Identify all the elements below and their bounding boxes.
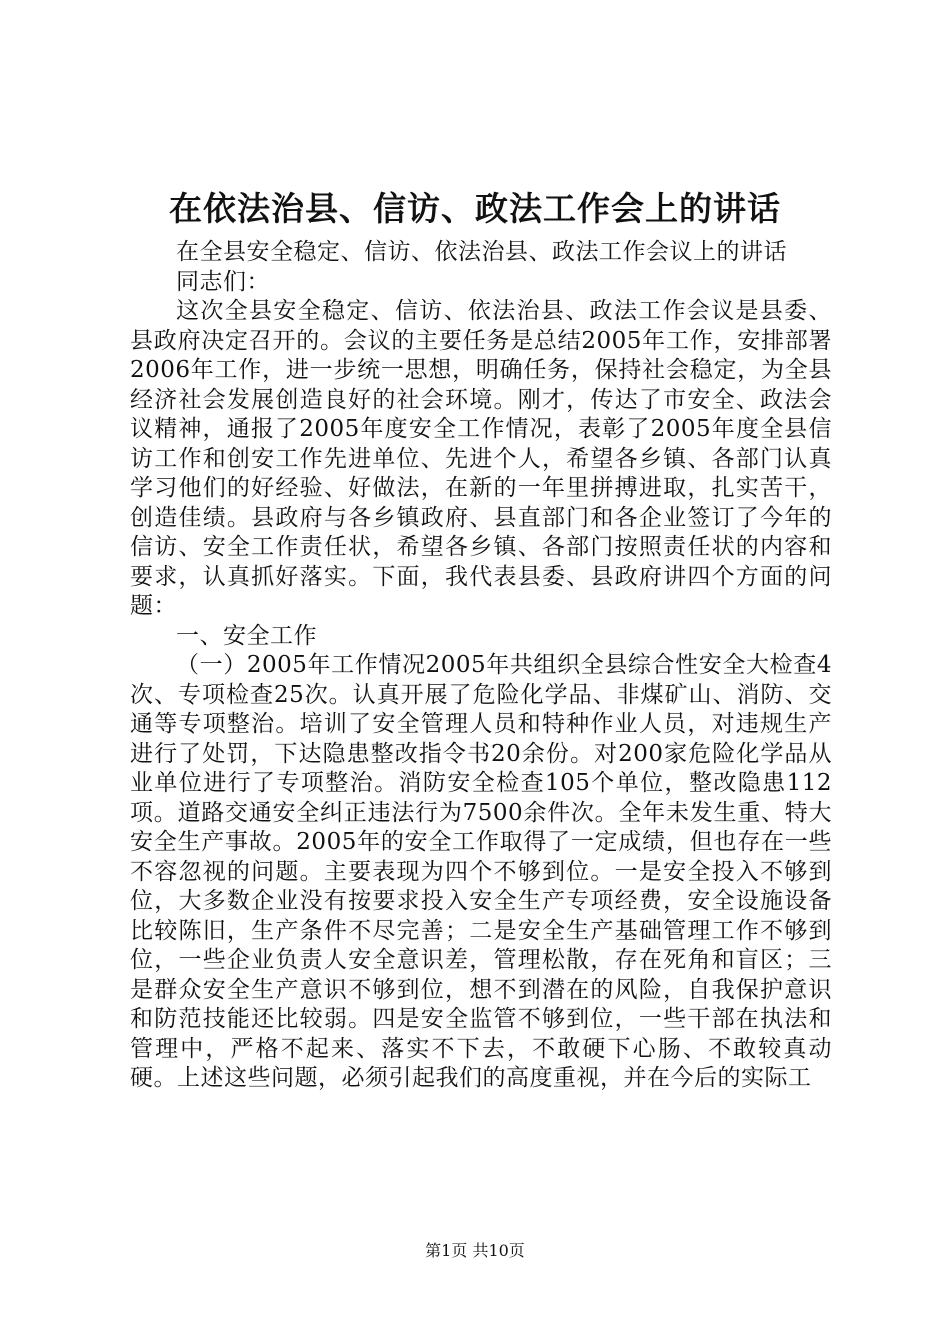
subtitle-paragraph: 在全县安全稳定、信访、依法治县、政法工作会议上的讲话 xyxy=(176,239,787,265)
body-paragraph: 这次全县安全稳定、信访、依法治县、政法工作会议是县委、县政府决定召开的。会议的主要任务是总结2005年工作，安排部署2006年工作，进一步统一思想，明确任务，保持社会稳定，为全县经济社会发展创造良好的社会环境。刚才，传达了市安全、政法会议精神，通报了2005年度安全工作情况，表彰了2005年度全县信访工作和创安工作先进单位、先进个人，希望各乡镇、各部门认真学习他们的好经验、好做法，在新的一年里拼搏进取，扎实苦干，创造佳绩。县政府与各乡镇政府、县直部门和各企业签订了今年的信访、安全工作责任状，希望各乡镇、各部门按照责任状的内容和要求，认真抓好落实。下面，我代表县委、县政府讲四个方面的问题： xyxy=(130,298,832,619)
section-heading: 一、安全工作 xyxy=(176,622,317,649)
body-paragraph: （一）2005年工作情况2005年共组织全县综合性安全大检查4次、专项检查25次。认真开展了危险化学品、非煤矿山、消防、交通等专项整治。培训了安全管理人员和特种作业人员，对违规生产进行了处罚，下达隐患整改指令书20余份。对200家危险化学品从业单位进行了专项整治。消防安全检查105个单位，整改隐患112项。道路交通安全纠正违法行为7500余件次。全年未发生重、特大安全生产事故。2005年的安全工作取得了一定成绩，但也存在一些不容忽视的问题。主要表现为四个不够到位。一是安全投入不够到位，大多数企业没有按要求投入安全生产专项经费，安全设施设备比较陈旧，生产条件不尽完善；二是安全生产基础管理工作不够到位，一些企业负责人安全意识差，管理松散，存在死角和盲区；三是群众安全生产意识不够到位，想不到潜在的风险，自我保护意识和防范技能还比较弱。四是安全监管不够到位，一些干部在执法和管理中，严格不起来、落实不下去，不敢硬下心肠、不敢较真动硬。上述这些问题，必须引起我们的高度重视，并在今后的实际工 xyxy=(130,652,832,1091)
document-title: 在依法治县、信访、政法工作会上的讲话 xyxy=(169,189,781,228)
page-number: 第1页 共10页 xyxy=(425,1241,525,1260)
salutation-paragraph: 同志们： xyxy=(176,268,270,295)
document-body xyxy=(130,238,832,1094)
